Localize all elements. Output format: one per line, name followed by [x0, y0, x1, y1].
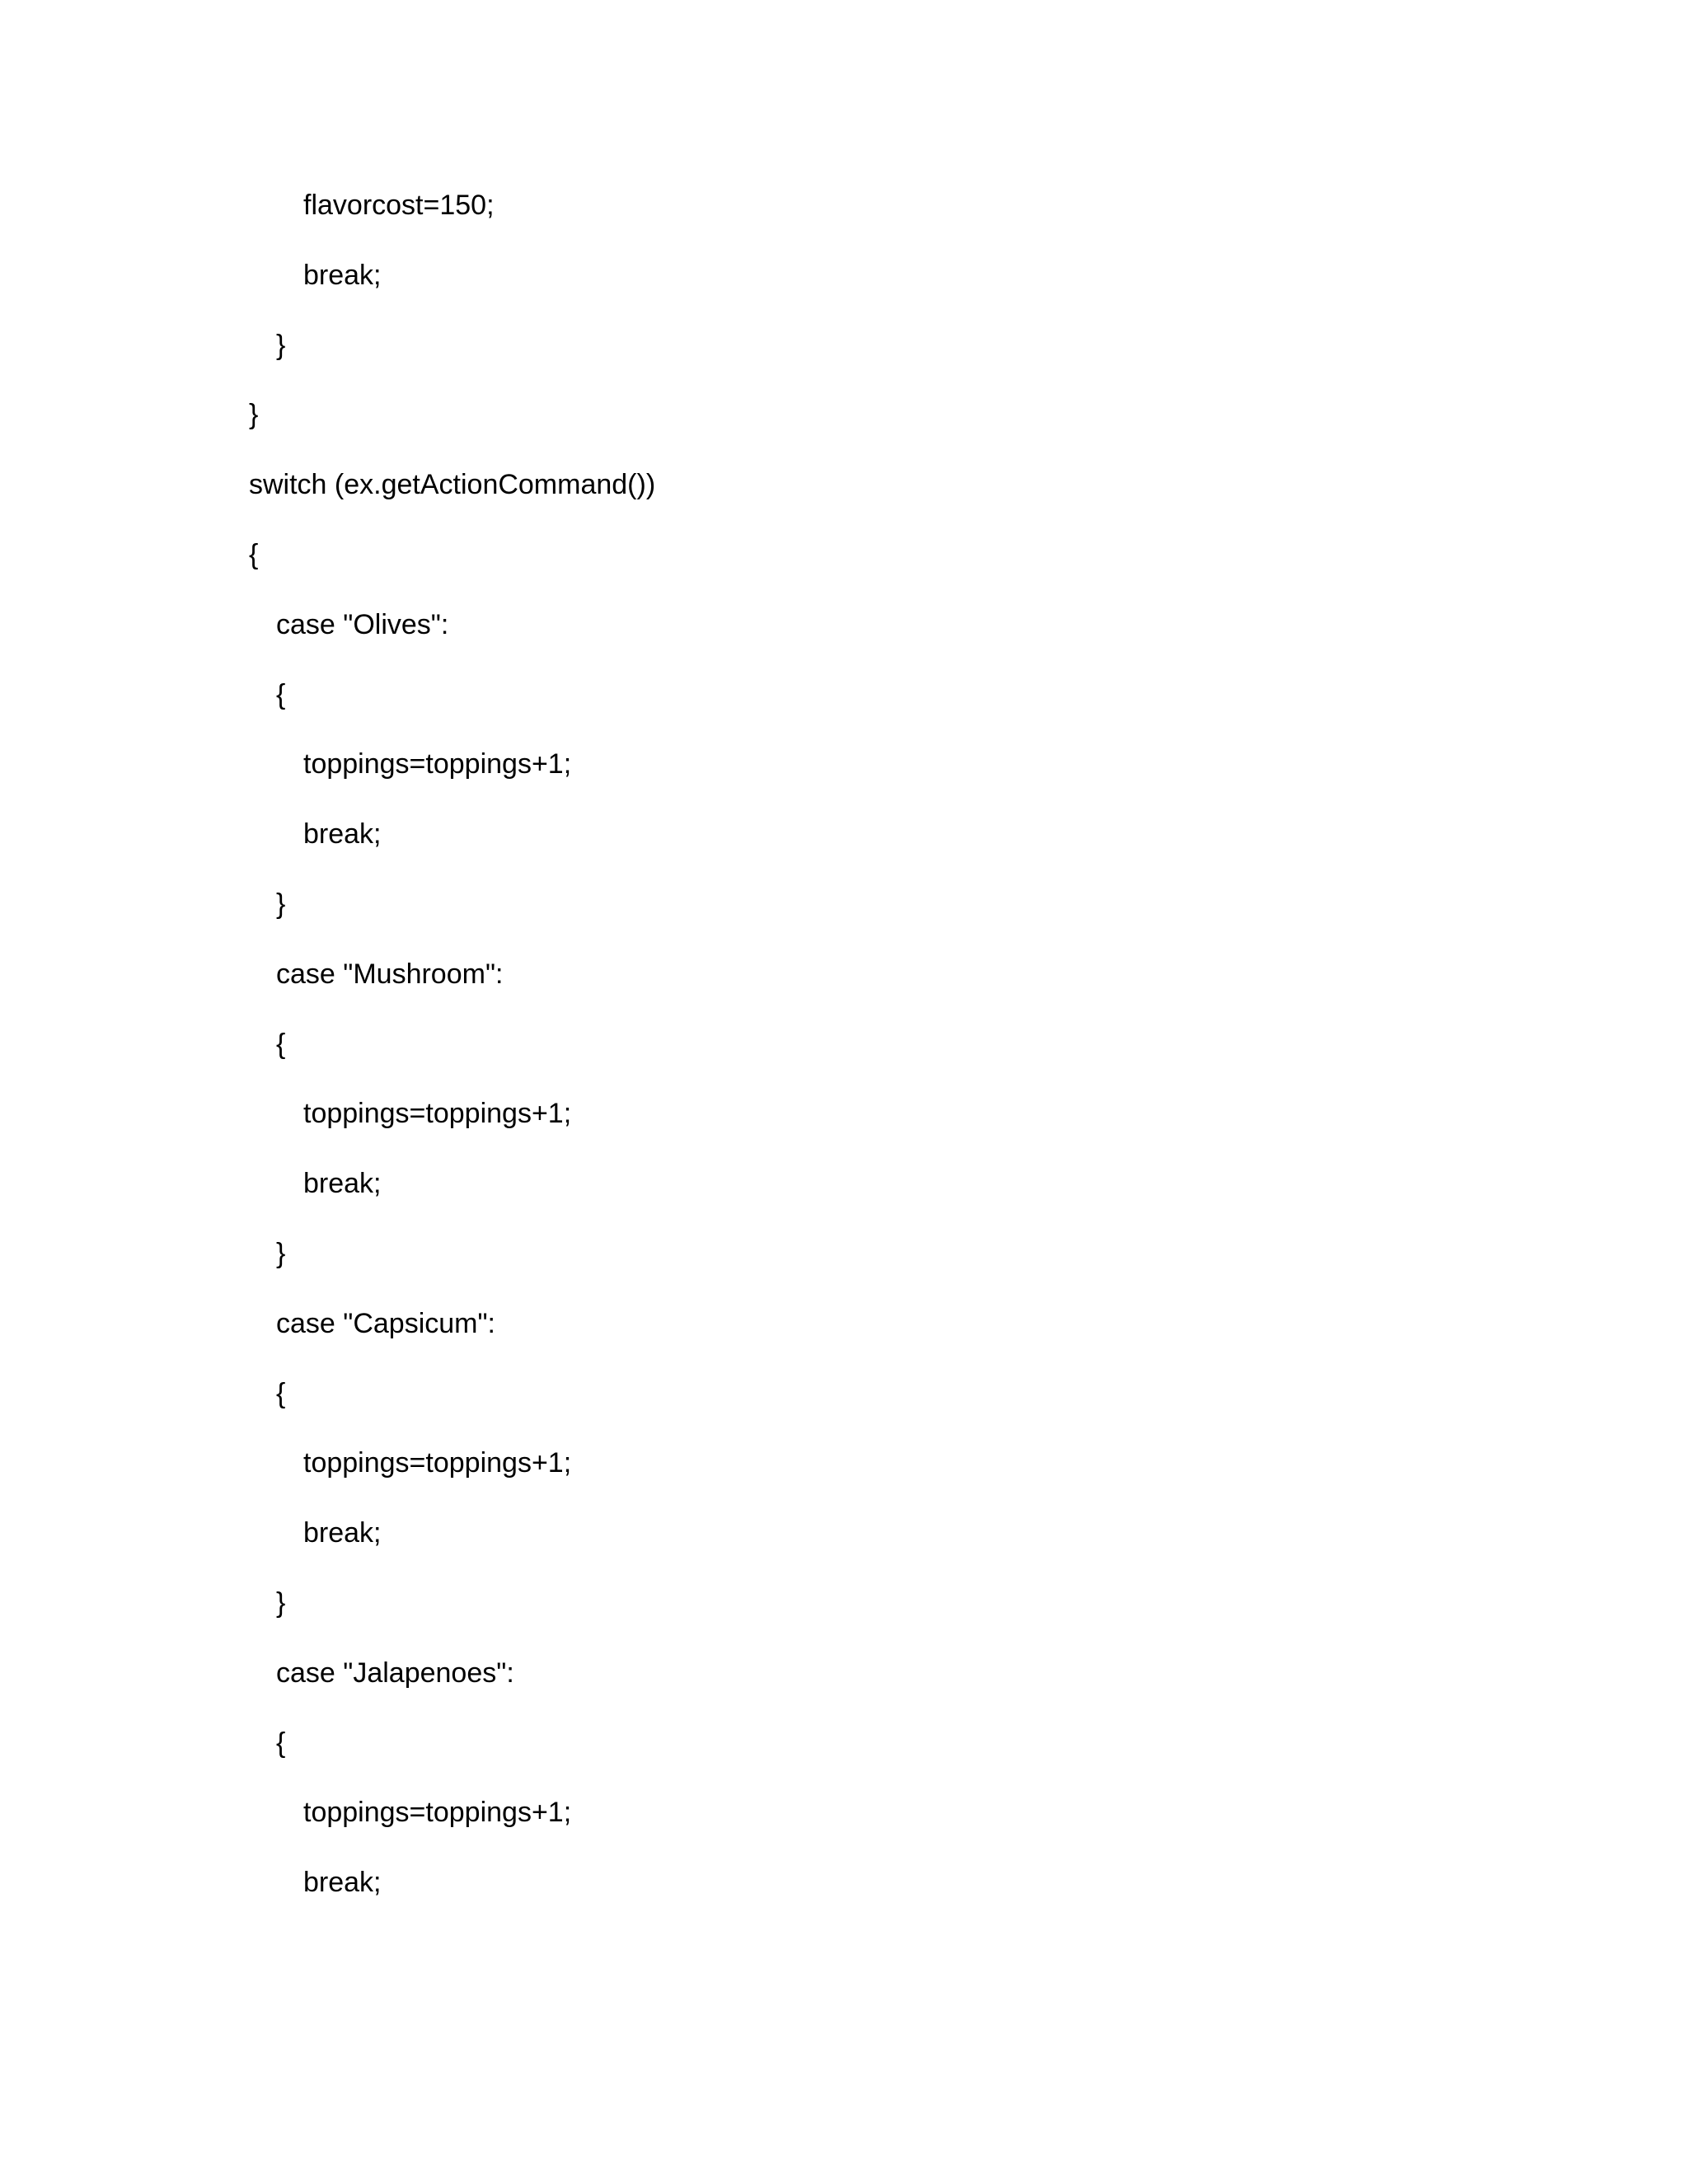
code-block — [0, 188, 1688, 1935]
code-line: } — [276, 888, 286, 920]
code-line: { — [276, 1377, 286, 1409]
code-line: case "Mushroom": — [276, 958, 504, 990]
code-line: case "Jalapenoes": — [276, 1657, 514, 1689]
code-line: { — [276, 1028, 286, 1060]
code-line: { — [249, 538, 259, 570]
code-line: toppings=toppings+1; — [303, 1797, 572, 1829]
code-line: break; — [303, 1867, 382, 1899]
code-line: } — [276, 329, 286, 361]
code-line: } — [276, 1586, 286, 1619]
code-line: break; — [303, 1168, 382, 1200]
code-line: break; — [303, 818, 382, 851]
code-line: { — [276, 1727, 286, 1759]
code-line: flavorcost=150; — [303, 190, 495, 221]
code-line: case "Olives": — [276, 608, 449, 640]
code-line: break; — [303, 259, 382, 291]
code-line: case "Capsicum": — [276, 1307, 496, 1339]
code-line: break; — [303, 1517, 382, 1549]
code-line: switch (ex.getActionCommand()) — [249, 469, 656, 501]
code-line: toppings=toppings+1; — [303, 1098, 572, 1130]
code-line: } — [276, 1237, 286, 1269]
code-line: toppings=toppings+1; — [303, 748, 572, 780]
code-line: } — [249, 399, 259, 431]
code-line: { — [276, 678, 286, 710]
code-line: toppings=toppings+1; — [303, 1447, 572, 1479]
